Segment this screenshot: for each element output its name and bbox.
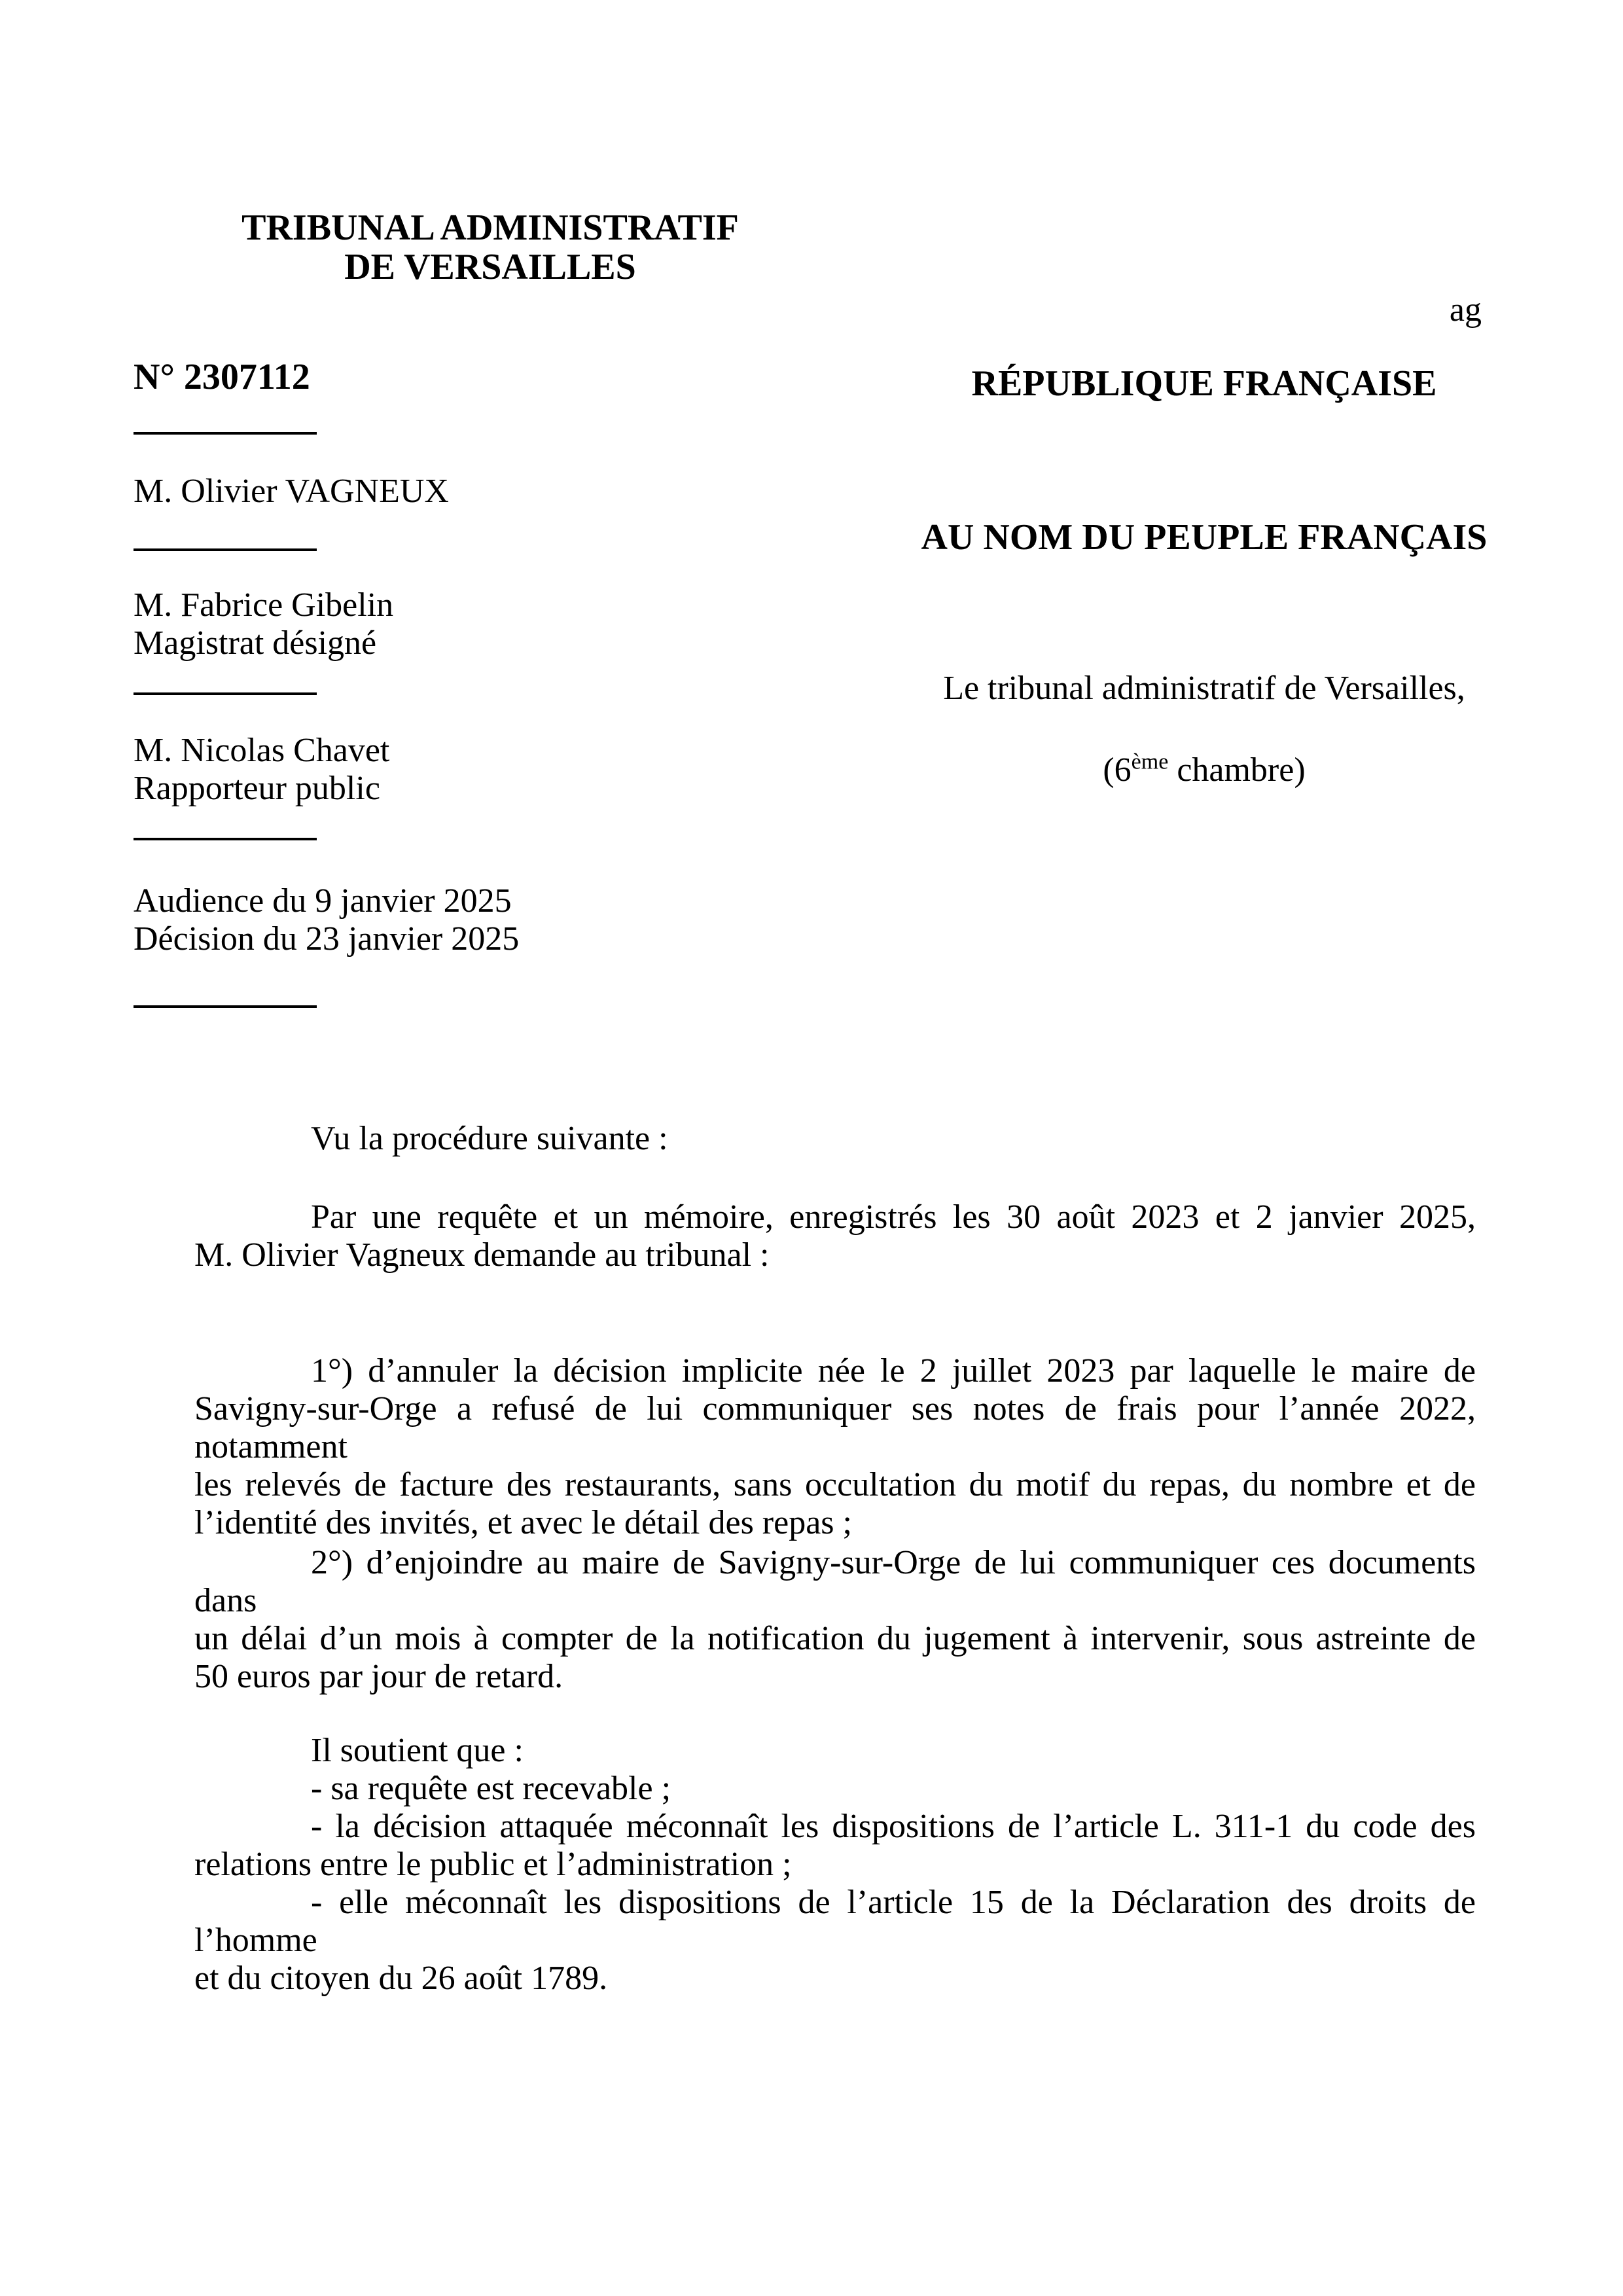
- body-paragraph: [194, 1352, 1476, 1542]
- court-name-line1: TRIBUNAL ADMINISTRATIF: [241, 207, 739, 248]
- in-the-name-title: AU NOM DU PEUPLE FRANÇAIS: [921, 517, 1488, 558]
- chamber-close: chambre): [1168, 751, 1306, 789]
- body-line: 2°) d’enjoindre au maire de Savigny-sur-Orge de lui communiquer ces documents dans: [194, 1544, 1476, 1619]
- body-line: 50 euros par jour de retard.: [194, 1658, 563, 1695]
- body-line: les relevés de facture des restaurants, sans occultation du motif du repas, du nombre et de: [194, 1466, 1476, 1503]
- body-line: Par une requête et un mémoire, enregistrés les 30 août 2023 et 2 janvier 2025,: [311, 1198, 1476, 1236]
- court-name-line2: DE VERSAILLES: [344, 247, 636, 287]
- judge-title: Magistrat désigné: [134, 624, 377, 662]
- body-paragraph: [194, 1732, 1476, 1998]
- body-line: M. Olivier Vagneux demande au tribunal :: [194, 1236, 770, 1274]
- body-text: [194, 0, 1476, 2296]
- case-number: N° 2307112: [134, 357, 310, 397]
- body-paragraph: [194, 1198, 1476, 1274]
- body-paragraph: [194, 1120, 1476, 1158]
- body-paragraph: [194, 1544, 1476, 1696]
- chamber-ordinal-superscript: ème: [1131, 749, 1169, 774]
- body-line: - la décision attaquée méconnaît les dispositions de l’article L. 311-1 du code des: [311, 1808, 1476, 1845]
- body-line: et du citoyen du 26 août 1789.: [194, 1960, 608, 1997]
- body-line: Savigny-sur-Orge a refusé de lui communiquer ses notes de frais pour l’année 2022, notamment: [194, 1390, 1476, 1465]
- republic-title: RÉPUBLIQUE FRANÇAISE: [971, 363, 1437, 404]
- rapporteur-name: M. Nicolas Chavet: [134, 732, 390, 769]
- body-line: relations entre le public et l’administration ;: [194, 1846, 792, 1883]
- tribunal-line: Le tribunal administratif de Versailles,: [943, 670, 1465, 707]
- hearing-date: Audience du 9 janvier 2025: [134, 882, 512, 920]
- body-line: l’identité des invités, et avec le détail des repas ;: [194, 1504, 852, 1541]
- body-line: - sa requête est recevable ;: [311, 1770, 671, 1807]
- chamber-open: (6: [1103, 751, 1132, 789]
- body-line: Vu la procédure suivante :: [311, 1120, 668, 1157]
- rapporteur-title: Rapporteur public: [134, 770, 380, 807]
- judge-name: M. Fabrice Gibelin: [134, 586, 394, 624]
- body-line: 1°) d’annuler la décision implicite née le 2 juillet 2023 par laquelle le maire de: [311, 1352, 1476, 1390]
- body-line: un délai d’un mois à compter de la notification du jugement à intervenir, sous astreinte de: [194, 1620, 1476, 1657]
- body-line: - elle méconnaît les dispositions de l’article 15 de la Déclaration des droits de l’homme: [194, 1884, 1476, 1959]
- applicant-name: M. Olivier VAGNEUX: [134, 473, 449, 510]
- decision-date: Décision du 23 janvier 2025: [134, 920, 520, 958]
- clerk-initials: ag: [1449, 291, 1482, 329]
- body-line: Il soutient que :: [311, 1732, 524, 1769]
